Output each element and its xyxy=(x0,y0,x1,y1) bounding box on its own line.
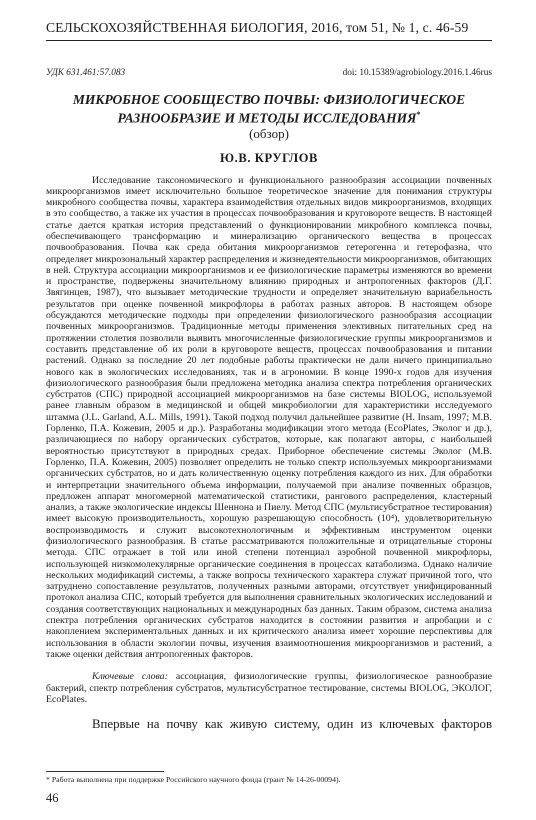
keywords-paragraph xyxy=(46,671,492,705)
footnote-divider xyxy=(46,771,164,772)
abstract-text: Исследование таксономического и функционального разнообразия ассоциации почвенных микроорганизмов имеет исключительно большое теоретическое значение для понимания структуры микробного сообщества почвы, характера взаимодействия отдельных видов микроорганизмов, входящих в это сообщество, а также их участия в процессах почвообразования и круговороте веществ. В настоящей статье дается краткая история представлений о функционировании микробного комплекса почвы, обеспечивающего трансформацию и минерализацию органического вещества в процессах почвообразования. Почва как среда обитания микроорганизмов гетерогенна и гетерофазна, что определяет микрозональный характер распределения и жизнедеятельности микроорганизмов, обитающих в ней. Структура ассоциации микроорганизмов и ее физиологические параметры изменяются во времени и пространстве, подвержены значительному влиянию природных и антропогенных факторов (Д.Г. Звягинцев, 1987), что вызывает методические трудности и определяет значительную вариабельность результатов при оценке почвенной микрофлоры в работах разных авторов. В настоящем обзоре обсуждаются методические подходы при определении физиологического разнообразия ассоциации почвенных микроорганизмов. Традиционные методы применения элективных питательных сред на протяжении столетия позволили выявить многочисленные физиологические группы микроорганизмов и составить представление об их роли в круговороте веществ, процессах почвообразования и питании растений. Однако за последние 20 лет подобные работы практически не дали ничего принципиально нового как в экологических исследованиях, так и в агрономии. В конце 1990-х годов для изучения физиологического разнообразия были предложена методика анализа спектра потребления органических субстратов (СПС) природной ассоциацией микроорганизмов на базе системы BIOLOG, используемой ранее главным образом в медицинской и общей микробиологии для характеристики исследуемого штамма (J.L. Garland, A.L. Mills, 1991). Такой подход получил дальнейшее развитие (H. Insam, 1997; М.В. Горленко, П.А. Кожевин, 2005 и др.). Разработаны модификации этого метода (EcoPlates, Эколог и др.), различающиеся по набору органических субстратов, которые, как полагают авторы, с наибольшей вероятностью присутствуют в природных средах. Приборное обеспечение системы Эколог (М.В. Горленко, П.А. Кожевин, 2005) позволяет определить не только спектр используемых микроорганизмами органических субстратов, но и дать количественную оценку потребления каждого из них. Для обработки и интерпретации значительного объема информации, получаемой при анализе почвенных образцов, предложен аппарат многомерной математической статистики, рангового распределения, кластерный анализ, а также экологические индексы Шеннона и Пиелу. Метод СПС (мультисубстратное тестирования) имеет высокую производительность, хорошую разрешающую способность (10⁴), удовлетворительную воспроизводимость и служит высокотехнологичным и эффективным инструментом оценки физиологического разнообразия. В статье рассматриваются положительные и отрицательные стороны метода. СПС отражает в той или иной степени потенциал аэробной почвенной микрофлоры, использующей низкомолекулярные органические соединения в процессах катаболизма. Однако наличие нескольких модификаций системы, а также вопросы технического характера служат причиной того, что затруднено сопоставление результатов, полученных разными авторами, отсутствует унифицированный протокол анализа СПС, который требуется для выполнения сравнительных экологических исследований и создания соответствующих национальных и международных баз данных. Таким образом, система анализа спектра потребления органических субстратов находится в состоянии развития и апробации и с накоплением экспериментальных данных и их критического анализа имеет хорошие перспективы для использования в области экологии почвы, изучения взаимоотношения микроорганизмов и растений, а также оценки действия антропогенных факторов. xyxy=(46,174,492,660)
article-title xyxy=(46,92,492,126)
doi-link[interactable]: doi: 10.15389/agrobiology.2016.1.46rus xyxy=(342,68,492,78)
article-meta xyxy=(46,68,492,78)
page-number: 46 xyxy=(46,791,59,805)
article-authors: Ю.В. КРУГЛОВ xyxy=(220,150,318,165)
article-subtitle: (обзор) xyxy=(249,125,289,141)
body-first-line: Впервые на почву как живую систему, один из ключевых факторов xyxy=(92,717,492,732)
udk-code: УДК 631.461:57.083 xyxy=(46,68,126,78)
title-footnote-mark: * xyxy=(416,110,421,119)
footnote-text: * Работа выполнена при поддержке Российского научного фонда (грант № 14-26-00094). xyxy=(46,775,341,784)
keywords-text: ассоциация, физиологические группы, физиологическое разнообразие бактерий, спектр потребления субстратов, мультисубстратное тестирование, системы BIOLOG, ЭКОЛОГ, EcoPlates. xyxy=(46,671,492,705)
article-title-text: МИКРОБНОЕ СООБЩЕСТВО ПОЧВЫ: ФИЗИОЛОГИЧЕСКОЕ РАЗНООБРАЗИЕ И МЕТОДЫ ИССЛЕДОВАНИЯ xyxy=(72,92,466,126)
keywords-label: Ключевые слова: xyxy=(92,671,168,683)
journal-header: СЕЛЬСКОХОЗЯЙСТВЕННАЯ БИОЛОГИЯ, 2016, том 51, № 1, с. 46-59 xyxy=(46,20,492,41)
